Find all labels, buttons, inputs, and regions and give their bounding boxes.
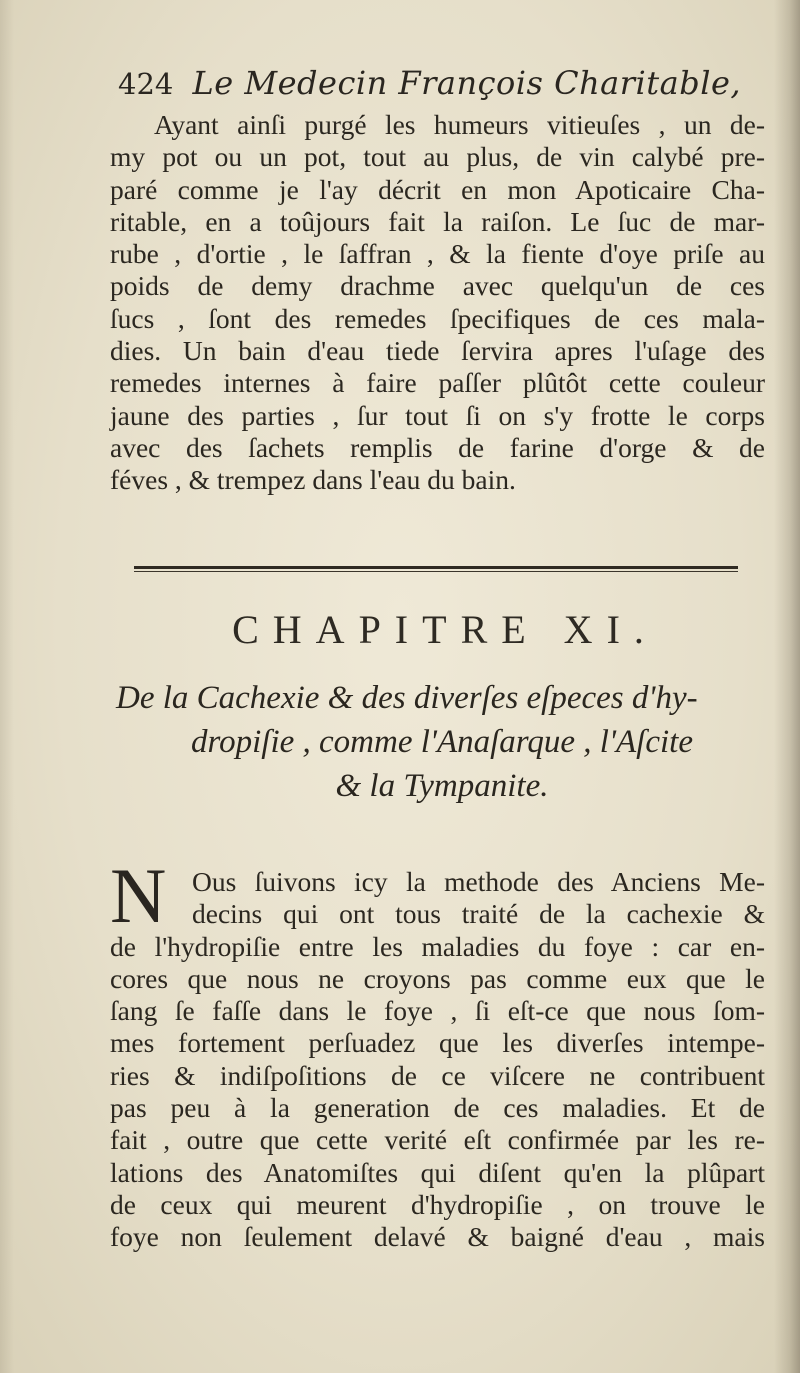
running-title: Le Medecin François Charitable, <box>192 64 742 102</box>
text-line: ritable, en a toûjours fait la raiſon. Le ſuc de mar- <box>110 205 765 237</box>
chapter-divider-rule <box>134 566 738 572</box>
text-line: avec des ſachets remplis de farine d'orge & de <box>110 431 765 463</box>
text-line: remedes internes à faire paſſer plûtôt cette couleur <box>110 367 765 399</box>
text-line: foye non ſeulement delavé & baigné d'eau , mais <box>110 1221 765 1253</box>
text-line: paré comme je l'ay décrit en mon Apoticaire Cha- <box>110 173 765 205</box>
running-header <box>118 64 758 108</box>
text-line: ries & indiſpoſitions de ce viſcere ne contribuent <box>110 1059 765 1091</box>
drop-cap: N <box>110 852 167 939</box>
text-line: jaune des parties , ſur tout ſi on s'y frotte le corps <box>110 399 765 431</box>
text-line: lations des Anatomiſtes qui diſent qu'en la plûpart <box>110 1156 765 1188</box>
page-number: 424 <box>118 67 174 101</box>
chapter-subtitle <box>112 676 772 808</box>
text-line: Ayant ainſi purgé les humeurs vitieuſes , un de- <box>154 109 765 140</box>
text-line: pas peu à la generation de ces maladies. Et de <box>110 1092 765 1124</box>
text-line: de l'hydropiſie entre les maladies du foye : car en- <box>110 930 765 962</box>
subtitle-line: dropiſie , comme l'Anaſarque , l'Aſcite <box>191 724 693 760</box>
text-line: my pot ou un pot, tout au plus, de vin calybé pre- <box>110 141 765 173</box>
page-gutter-shadow <box>0 0 14 1373</box>
subtitle-line: De la Cachexie & des diverſes eſpeces d'hy- <box>116 680 698 716</box>
text-line: Ous ſuivons icy la methode des Anciens Me- <box>192 866 765 897</box>
paragraph-2 <box>110 866 765 1254</box>
subtitle-line: & la Tympanite. <box>335 768 549 804</box>
text-line: rube , d'ortie , le ſaffran , & la fiente d'oye priſe au <box>110 238 765 270</box>
chapter-title: CHAPITRE XI. <box>232 607 658 652</box>
paragraph-1 <box>110 109 765 497</box>
text-line: poids de demy drachme avec quelqu'un de ces <box>110 270 765 302</box>
text-line: dies. Un bain d'eau tiede ſervira apres l'uſage des <box>110 335 765 367</box>
text-line: fait , outre que cette verité eſt confirmée par les re- <box>110 1124 765 1156</box>
text-line: féves , & trempez dans l'eau du bain. <box>110 464 516 496</box>
text-line: mes fortement perſuadez que les diverſes intempe- <box>110 1027 765 1059</box>
text-line: ſucs , ſont des remedes ſpecifiques de ces mala- <box>110 302 765 334</box>
text-line: decins qui ont tous traité de la cachexie & <box>192 898 765 930</box>
text-line: cores que nous ne croyons pas comme eux que le <box>110 962 765 994</box>
page-edge-shadow <box>774 0 800 1373</box>
text-line: ſang ſe faſſe dans le foye , ſi eſt-ce que nous ſom- <box>110 995 765 1027</box>
text-line: de ceux qui meurent d'hydropiſie , on trouve le <box>110 1188 765 1220</box>
